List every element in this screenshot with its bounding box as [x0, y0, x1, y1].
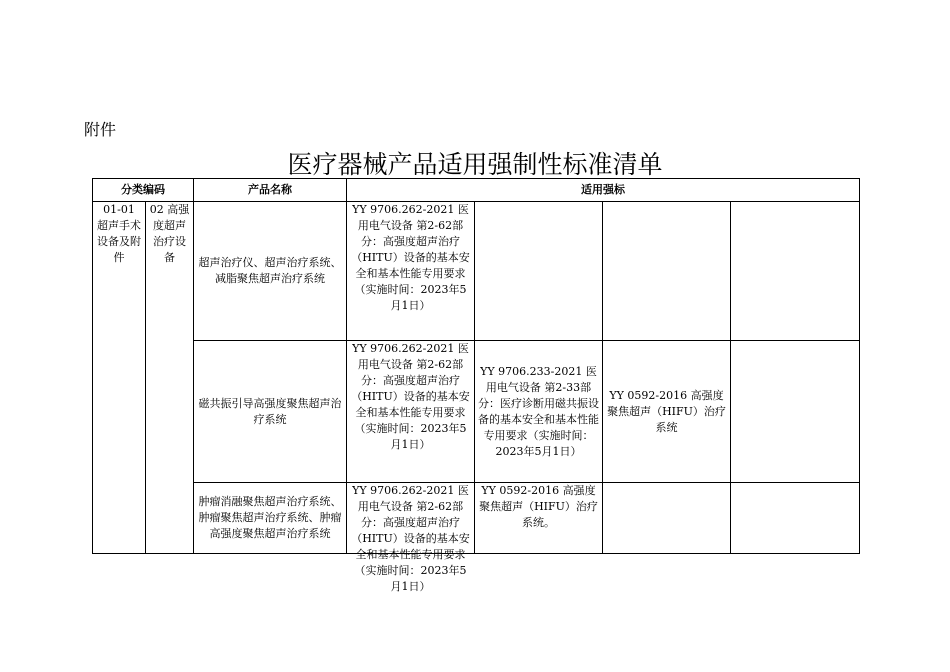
standard-cell	[731, 341, 860, 483]
standard-cell	[603, 483, 731, 554]
product-name: 磁共振引导高强度聚焦超声治疗系统	[194, 341, 347, 483]
standard-cell: YY 0592-2016 高强度聚焦超声（HIFU）治疗系统。	[475, 483, 603, 554]
standard-cell	[347, 483, 475, 593]
table-row	[93, 341, 860, 483]
category-level-1: 01-01 超声手术设备及附件	[93, 202, 146, 554]
product-name: 肿瘤消融聚焦超声治疗系统、肿瘤聚焦超声治疗系统、肿瘤高强度聚焦超声治疗系统	[194, 483, 347, 554]
standard-cell: YY 9706.262-2021 医用电气设备 第2-62部分：高强度超声治疗（HITU）设备的基本安全和基本性能专用要求 （实施时间：2023年5月1日）	[347, 202, 475, 341]
header-standard: 适用强标	[347, 179, 860, 202]
header-category: 分类编码	[93, 179, 194, 202]
table-row	[93, 483, 860, 554]
product-name: 超声治疗仪、超声治疗系统、减脂聚焦超声治疗系统	[194, 202, 347, 341]
standard-cell	[603, 202, 731, 341]
attachment-label: 附件	[84, 120, 117, 139]
standard-cell: YY 9706.233-2021 医用电气设备 第2-33部分：医疗诊断用磁共振设备的基本安全和基本性能专用要求（实施时间：2023年5月1日）	[475, 341, 603, 483]
standard-text: YY 9706.262-2021 医用电气设备 第2-62部分：高强度超声治疗（HITU）设备的基本安全和基本性能专用要求 （实施时间：2023年5月1日）	[351, 484, 470, 593]
header-row	[93, 179, 860, 202]
table-row	[93, 202, 860, 341]
standard-cell	[475, 202, 603, 341]
standard-cell: YY 9706.262-2021 医用电气设备 第2-62部分：高强度超声治疗（HITU）设备的基本安全和基本性能专用要求 （实施时间：2023年5月1日）	[347, 341, 475, 483]
page-title: 医疗器械产品适用强制性标准清单	[287, 150, 663, 179]
header-product: 产品名称	[194, 179, 347, 202]
standards-table	[92, 178, 860, 593]
standard-cell	[731, 483, 860, 554]
standard-cell	[731, 202, 860, 341]
category-level-2: 02 高强度超声治疗设备	[146, 202, 194, 554]
standard-cell: YY 0592-2016 高强度聚焦超声（HIFU）治疗系统	[603, 341, 731, 483]
